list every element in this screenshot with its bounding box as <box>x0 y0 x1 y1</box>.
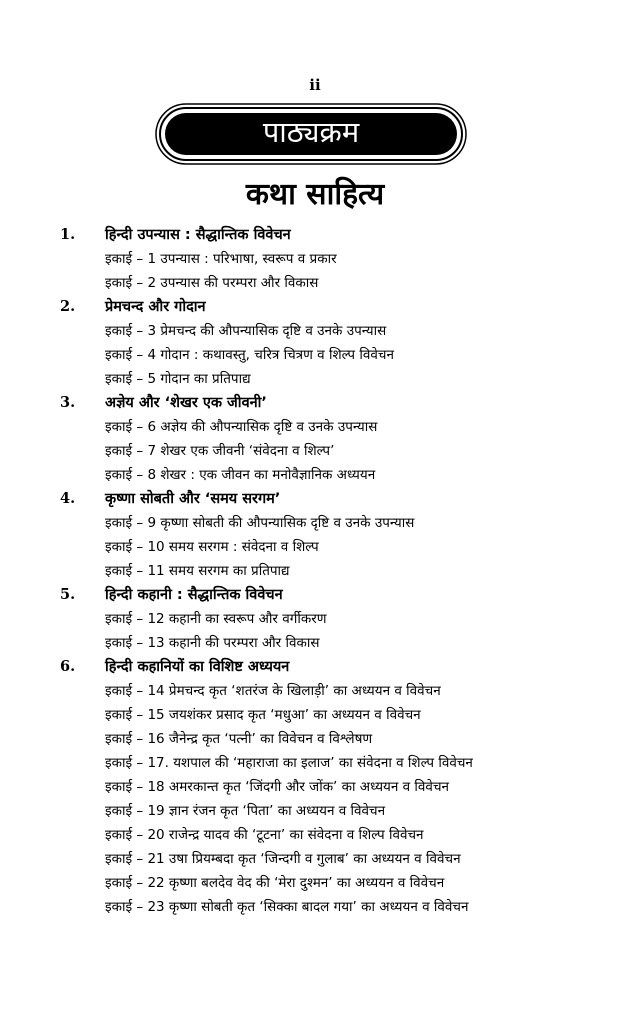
unit-block <box>0 583 630 655</box>
unit-number: 4. <box>60 490 76 507</box>
unit-number: 6. <box>60 658 76 675</box>
section-subtitle: कथा साहित्य <box>245 177 385 212</box>
unit-title: अज्ञेय और ‘शेखर एक जीवनी’ <box>105 395 267 411</box>
unit-number: 1. <box>60 226 76 243</box>
list-item: इकाई – 1 उपन्यास : परिभाषा, स्वरूप व प्रकार <box>105 251 337 267</box>
unit-title: कृष्णा सोबती और ‘समय सरगम’ <box>105 491 281 507</box>
list-item: इकाई – 2 उपन्यास की परम्परा और विकास <box>105 275 319 291</box>
list-item: इकाई – 11 समय सरगम का प्रतिपाद्य <box>105 563 290 579</box>
list-item: इकाई – 15 जयशंकर प्रसाद कृत ‘मधुआ’ का अध्ययन व विवेचन <box>105 707 421 723</box>
unit-heading <box>0 391 630 415</box>
list-item: इकाई – 6 अज्ञेय की औपन्यासिक दृष्टि व उनके उपन्यास <box>105 419 378 435</box>
list-item: इकाई – 10 समय सरगम : संवेदना व शिल्प <box>105 539 319 555</box>
list-item: इकाई – 12 कहानी का स्वरूप और वर्गीकरण <box>105 611 327 627</box>
unit-heading <box>0 487 630 511</box>
unit-number: 3. <box>60 394 76 411</box>
unit-heading <box>0 655 630 679</box>
list-item: इकाई – 3 प्रेमचन्द की औपन्यासिक दृष्टि व उनके उपन्यास <box>105 323 387 339</box>
list-item: इकाई – 22 कृष्णा बलदेव वेद की ‘मेरा दुश्मन’ का अध्ययन व विवेचन <box>105 875 445 891</box>
list-item: इकाई – 7 शेखर एक जीवनी ‘संवेदना व शिल्प’ <box>105 443 335 459</box>
unit-heading <box>0 583 630 607</box>
list-item: इकाई – 19 ज्ञान रंजन कृत ‘पिता’ का अध्ययन व विवेचन <box>105 803 386 819</box>
unit-block <box>0 223 630 295</box>
page-number: ii <box>309 76 321 94</box>
list-item: इकाई – 13 कहानी की परम्परा और विकास <box>105 635 320 651</box>
list-item: इकाई – 20 राजेन्द्र यादव की ‘टूटना’ का संवेदना व शिल्प विवेचन <box>105 827 424 843</box>
title-banner <box>155 103 467 165</box>
unit-block <box>0 391 630 487</box>
unit-title: हिन्दी उपन्यास : सैद्धान्तिक विवेचन <box>105 227 291 243</box>
list-item: इकाई – 4 गोदान : कथावस्तु, चरित्र चित्रण व शिल्प विवेचन <box>105 347 394 363</box>
list-item: इकाई – 17. यशपाल की ‘महाराजा का इलाज’ का संवेदना व शिल्प विवेचन <box>105 755 473 771</box>
list-item: इकाई – 14 प्रेमचन्द कृत ‘शतरंज के खिलाड़ी’ का अध्ययन व विवेचन <box>105 683 441 699</box>
unit-title: हिन्दी कहानियों का विशिष्ट अध्ययन <box>105 659 290 675</box>
unit-title: हिन्दी कहानी : सैद्धान्तिक विवेचन <box>105 587 283 603</box>
unit-number: 5. <box>60 586 76 603</box>
list-item: इकाई – 5 गोदान का प्रतिपाद्य <box>105 371 251 387</box>
unit-number: 2. <box>60 298 76 315</box>
list-item: इकाई – 23 कृष्णा सोबती कृत ‘सिक्का बादल गया’ का अध्ययन व विवेचन <box>105 899 469 915</box>
list-item: इकाई – 21 उषा प्रियम्बदा कृत ‘जिन्दगी व गुलाब’ का अध्ययन व विवेचन <box>105 851 461 867</box>
unit-heading <box>0 223 630 247</box>
unit-heading <box>0 295 630 319</box>
unit-block <box>0 295 630 391</box>
list-item: इकाई – 16 जैनेन्द्र कृत ‘पत्नी’ का विवेचन व विश्लेषण <box>105 731 373 747</box>
list-item: इकाई – 18 अमरकान्त कृत ‘जिंदगी और जोंक’ का अध्ययन व विवेचन <box>105 779 450 795</box>
unit-title: प्रेमचन्द और गोदान <box>105 299 206 315</box>
syllabus-list <box>0 223 630 919</box>
banner-title: पाठ्यक्रम <box>262 115 360 149</box>
list-item: इकाई – 9 कृष्णा सोबती की औपन्यासिक दृष्टि व उनके उपन्यास <box>105 515 415 531</box>
unit-block <box>0 487 630 583</box>
unit-block <box>0 655 630 919</box>
list-item: इकाई – 8 शेखर : एक जीवन का मनोवैज्ञानिक अध्ययन <box>105 467 376 483</box>
